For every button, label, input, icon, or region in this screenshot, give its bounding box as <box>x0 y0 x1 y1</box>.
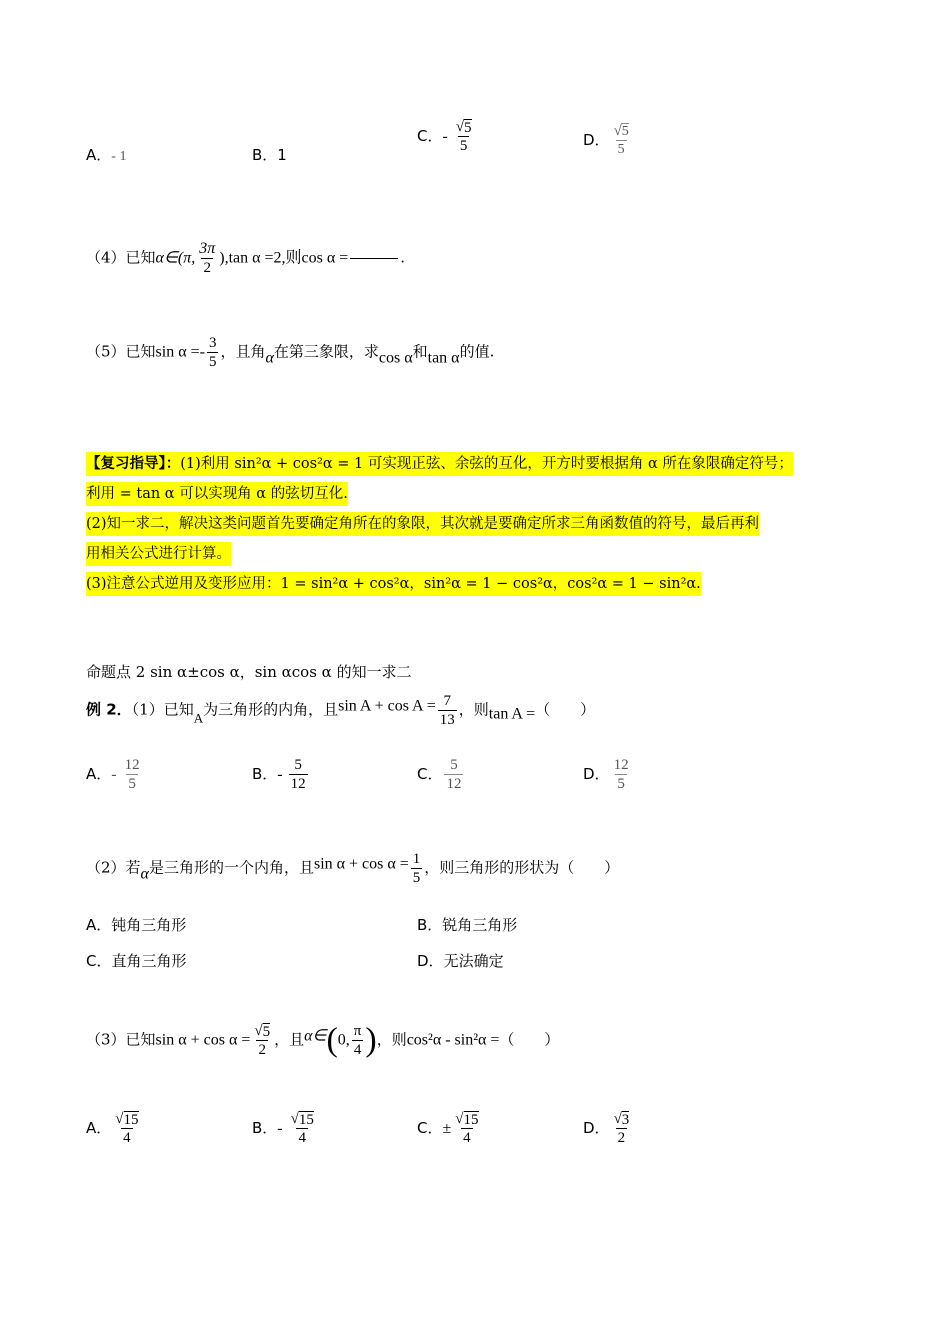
prev-option-a: A．- 1 <box>86 146 127 164</box>
fraction: $\frac{12}{5}$ <box>613 757 629 792</box>
example-2-q1: 例 2．（1）已知A为三角形的内角，且sin A + cos A = $\frac{7}{13}$ ，则tan A =（ ） <box>86 693 596 728</box>
ex2-q1-option-a: A．- $\frac{12}{5}$ <box>86 757 140 792</box>
fraction: √ 15 4 <box>115 1111 139 1146</box>
prev-option-b: B．1 <box>252 146 287 164</box>
ex2-q1-option-c: C． $\frac{5}{12}$ <box>417 757 462 792</box>
review-line-1: 【复习指导】：(1)利用 sin²α + cos²α = 1 可实现正弦、余弦的互化，开方时要根据角 α 所在象限确定符号； <box>86 452 793 476</box>
prev-option-c: C．- √ 5 5 <box>417 119 472 154</box>
fraction: √ 15 4 <box>290 1111 314 1146</box>
fraction: $\frac{7}{13}$ <box>439 693 455 728</box>
fraction: $\frac{3}{5}$ <box>208 335 217 370</box>
section-title: 命题点 2 sin α±cos α，sin αcos α 的知一求二 <box>86 663 412 681</box>
ex2-q3-option-a: A． √ 15 4 <box>86 1111 139 1146</box>
question-5: （5）已知sin α =- $\frac{3}{5}$ ，且角α在第三象限，求cos α和tan α的值. <box>86 335 495 370</box>
review-line-4: 用相关公式进行计算。 <box>86 542 231 566</box>
question-4: （4）已知α∈(π, $\frac{3\pi}{2}$ ),tan α =2,则cos α = . <box>86 240 406 276</box>
ex2-q3-option-d: D． √ 3 2 <box>583 1111 630 1146</box>
fraction: √ 5 5 <box>613 123 629 157</box>
ex2-q1-option-d: D． $\frac{12}{5}$ <box>583 757 629 792</box>
fraction: $\frac{12}{5}$ <box>124 757 140 792</box>
fraction: √ 15 4 <box>455 1111 479 1146</box>
fraction: $\frac{1}{5}$ <box>412 851 421 886</box>
fraction: √ 5 2 <box>254 1023 271 1058</box>
fraction: $\frac{3\pi}{2}$ <box>199 240 216 276</box>
fraction: √ 3 2 <box>613 1111 630 1146</box>
ex2-q3-option-c: C．± √ 15 4 <box>417 1111 479 1146</box>
fraction: $\frac{\pi}{4}$ <box>353 1023 362 1058</box>
fraction: √ 5 5 <box>455 119 472 154</box>
review-line-3: (2)知一求二，解决这类问题首先要确定角所在的象限，其次就是要确定所求三角函数值的符号，最后再利 <box>86 512 759 536</box>
example-2-q3: （3）已知sin α + cos α = √ 5 2 ，且α∈(0, $\frac{\pi}{4}$ )，则cos²α - sin²α =（ ） <box>86 1021 560 1059</box>
fraction: $\frac{5}{12}$ <box>446 757 462 792</box>
review-line-5: (3)注意公式逆用及变形应用：1 = sin²α + cos²α，sin²α = 1 − cos²α，cos²α = 1 − sin²α. <box>86 572 701 596</box>
answer-blank <box>350 258 398 259</box>
fraction: $\frac{5}{12}$ <box>290 757 306 792</box>
review-line-2: 利用 = tan α 可以实现角 α 的弦切互化. <box>86 482 348 506</box>
prev-option-d: D． √ 5 5 <box>583 123 629 157</box>
ex2-q2-option-c: C．直角三角形 <box>86 952 187 970</box>
ex2-q2-option-b: B．锐角三角形 <box>417 916 518 934</box>
ex2-q2-option-a: A．钝角三角形 <box>86 916 187 934</box>
ex2-q3-option-b: B．- √ 15 4 <box>252 1111 314 1146</box>
example-2-q2: （2）若α是三角形的一个内角，且sin α + cos α = $\frac{1}{5}$ ，则三角形的形状为（ ） <box>86 851 620 886</box>
ex2-q2-option-d: D．无法确定 <box>417 952 504 970</box>
ex2-q1-option-b: B．- $\frac{5}{12}$ <box>252 757 306 792</box>
